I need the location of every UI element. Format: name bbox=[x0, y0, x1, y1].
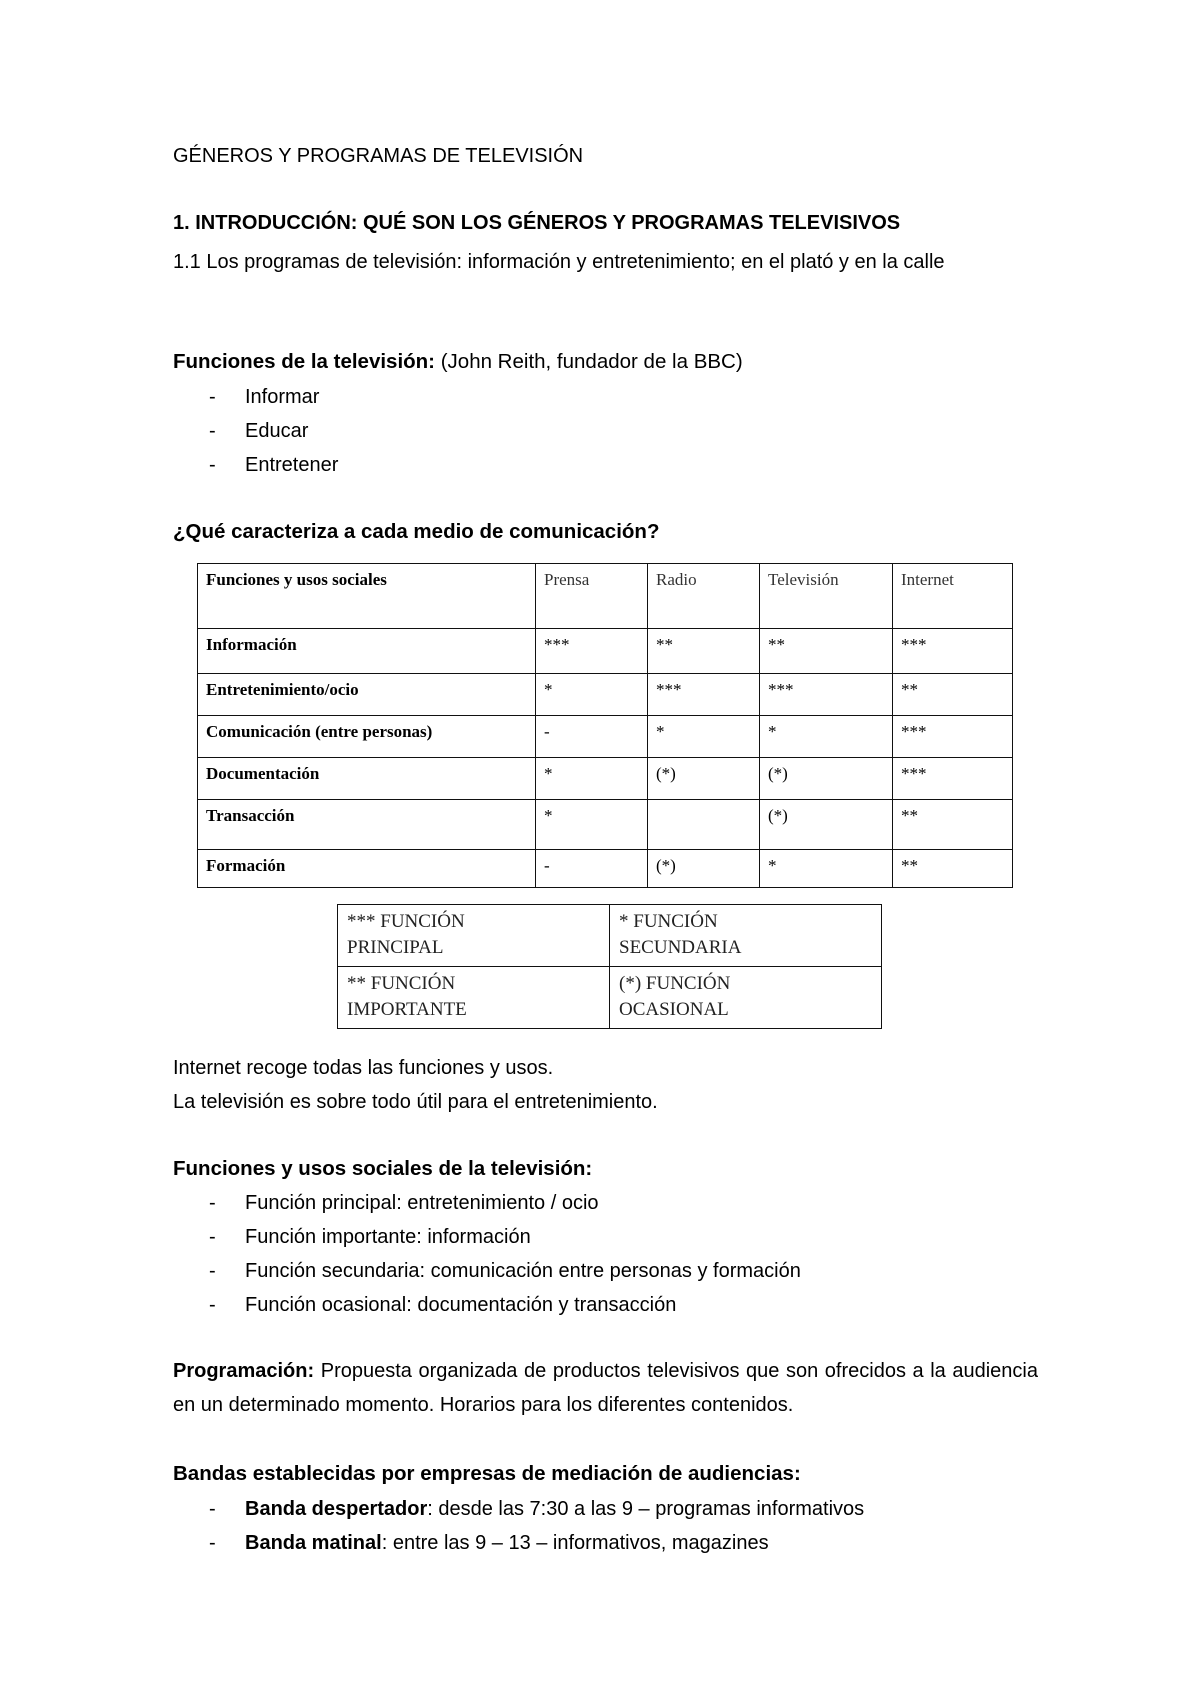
table-cell: *** bbox=[893, 716, 1013, 758]
legend-row bbox=[338, 905, 882, 967]
table-row bbox=[198, 758, 1013, 800]
table-cell: * bbox=[536, 758, 648, 800]
table-cell: (*) bbox=[648, 758, 760, 800]
table-cell: * bbox=[760, 716, 893, 758]
list-item bbox=[173, 380, 338, 414]
list-dash: - bbox=[209, 1192, 216, 1214]
table-cell: ** bbox=[648, 629, 760, 674]
table-cell: (*) bbox=[648, 850, 760, 888]
table-cell: - bbox=[536, 716, 648, 758]
table-cell: *** bbox=[893, 758, 1013, 800]
list-dash: - bbox=[209, 454, 216, 476]
table-cell: ** bbox=[893, 850, 1013, 888]
table-cell: - bbox=[536, 850, 648, 888]
legend-table bbox=[337, 904, 882, 1029]
banda-label: Banda matinal bbox=[245, 1532, 382, 1554]
table-header-cell: Radio bbox=[648, 564, 760, 629]
table-row-label: Documentación bbox=[198, 758, 536, 800]
programacion-label: Programación: bbox=[173, 1360, 315, 1382]
table-row-label: Entretenimiento/ocio bbox=[198, 674, 536, 716]
list-item-text: Función principal: entretenimiento / ocio bbox=[245, 1192, 599, 1214]
list-item bbox=[173, 1186, 801, 1220]
table-header-cell: Prensa bbox=[536, 564, 648, 629]
table-row-label: Comunicación (entre personas) bbox=[198, 716, 536, 758]
table-cell: (*) bbox=[760, 758, 893, 800]
usos-heading: Funciones y usos sociales de la televisión: bbox=[173, 1157, 593, 1180]
table-row bbox=[198, 716, 1013, 758]
funciones-heading-note: (John Reith, fundador de la BBC) bbox=[435, 350, 743, 373]
bandas-list bbox=[173, 1492, 864, 1560]
banda-label: Banda despertador bbox=[245, 1498, 428, 1520]
document-title: GÉNEROS Y PROGRAMAS DE TELEVISIÓN bbox=[173, 145, 584, 167]
list-item-text: Informar bbox=[245, 386, 320, 408]
table-header-cell: Televisión bbox=[760, 564, 893, 629]
table-row bbox=[198, 800, 1013, 850]
table-header-row bbox=[198, 564, 1013, 629]
legend-line: OCASIONAL bbox=[619, 999, 729, 1020]
table-cell: ** bbox=[760, 629, 893, 674]
media-functions-table bbox=[197, 563, 1013, 888]
legend-line: (*) FUNCIÓN bbox=[619, 973, 731, 994]
legend-line: SECUNDARIA bbox=[619, 937, 742, 958]
list-item-text: Función secundaria: comunicación entre personas y formación bbox=[245, 1260, 801, 1282]
table-cell: * bbox=[648, 716, 760, 758]
legend-line: ** FUNCIÓN bbox=[347, 973, 456, 994]
table-cell: (*) bbox=[760, 800, 893, 850]
table-cell: *** bbox=[760, 674, 893, 716]
list-item-text: Función ocasional: documentación y transacción bbox=[245, 1294, 677, 1316]
list-item bbox=[173, 448, 338, 482]
table-cell: *** bbox=[893, 629, 1013, 674]
list-item bbox=[173, 1254, 801, 1288]
legend-cell bbox=[610, 905, 882, 967]
table-cell: ** bbox=[893, 800, 1013, 850]
table-header-cell: Internet bbox=[893, 564, 1013, 629]
section-1-heading: 1. INTRODUCCIÓN: QUÉ SON LOS GÉNEROS Y PROGRAMAS TELEVISIVOS bbox=[173, 212, 901, 234]
funciones-list bbox=[173, 380, 338, 482]
programacion-paragraph bbox=[173, 1354, 1038, 1422]
table-row bbox=[198, 674, 1013, 716]
list-item bbox=[173, 1526, 864, 1560]
programacion-text: Propuesta organizada de productos televisivos que son ofrecidos a la audiencia en un determinado momento. Horarios para los diferentes contenidos. bbox=[173, 1360, 1038, 1416]
table-row-label: Información bbox=[198, 629, 536, 674]
list-dash: - bbox=[209, 1294, 216, 1316]
table-cell: * bbox=[536, 800, 648, 850]
legend-cell bbox=[338, 967, 610, 1029]
list-dash: - bbox=[209, 386, 216, 408]
text-internet: Internet recoge todas las funciones y usos. bbox=[173, 1057, 554, 1079]
table-row-label: Transacción bbox=[198, 800, 536, 850]
list-item bbox=[173, 1492, 864, 1526]
funciones-heading-label: Funciones de la televisión: bbox=[173, 350, 436, 373]
list-item-text: Educar bbox=[245, 420, 309, 442]
table-header-cell: Funciones y usos sociales bbox=[198, 564, 536, 629]
list-item-text: Función importante: información bbox=[245, 1226, 531, 1248]
table-cell bbox=[648, 800, 760, 850]
legend-line: * FUNCIÓN bbox=[619, 911, 718, 932]
medio-heading: ¿Qué caracteriza a cada medio de comunicación? bbox=[173, 520, 660, 543]
funciones-heading bbox=[173, 350, 743, 374]
table-row-label: Formación bbox=[198, 850, 536, 888]
list-dash: - bbox=[209, 1260, 216, 1282]
legend-cell bbox=[610, 967, 882, 1029]
banda-text: : desde las 7:30 a las 9 – programas informativos bbox=[427, 1498, 865, 1520]
list-dash: - bbox=[209, 1226, 216, 1248]
table-row bbox=[198, 850, 1013, 888]
list-item-text: Entretener bbox=[245, 454, 339, 476]
section-1-1-subheading: 1.1 Los programas de televisión: información y entretenimiento; en el plató y en la calle bbox=[173, 251, 945, 273]
legend-cell bbox=[338, 905, 610, 967]
legend-line: IMPORTANTE bbox=[347, 999, 467, 1020]
banda-text: : entre las 9 – 13 – informativos, magazines bbox=[381, 1532, 769, 1554]
list-dash: - bbox=[209, 1532, 216, 1554]
list-dash: - bbox=[209, 1498, 216, 1520]
table-cell: ** bbox=[893, 674, 1013, 716]
list-item bbox=[173, 1220, 801, 1254]
table-cell: * bbox=[536, 674, 648, 716]
list-item bbox=[173, 1288, 801, 1322]
table-cell: * bbox=[760, 850, 893, 888]
list-item bbox=[173, 414, 338, 448]
legend-line: *** FUNCIÓN bbox=[347, 911, 465, 932]
bandas-heading: Bandas establecidas por empresas de mediación de audiencias: bbox=[173, 1462, 801, 1485]
usos-list bbox=[173, 1186, 801, 1322]
table-cell: *** bbox=[536, 629, 648, 674]
list-dash: - bbox=[209, 420, 216, 442]
text-television: La televisión es sobre todo útil para el entretenimiento. bbox=[173, 1091, 658, 1113]
table-row bbox=[198, 629, 1013, 674]
legend-line: PRINCIPAL bbox=[347, 937, 444, 958]
table-cell: *** bbox=[648, 674, 760, 716]
legend-row bbox=[338, 967, 882, 1029]
